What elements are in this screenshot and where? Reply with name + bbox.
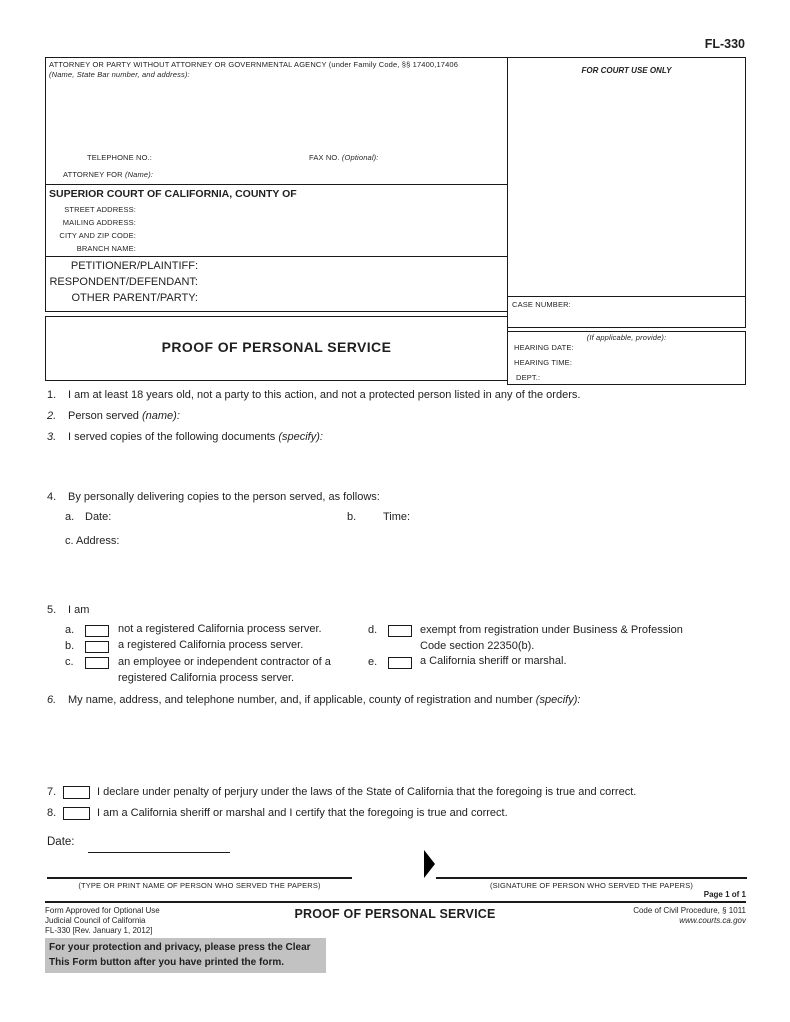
signature-pointer-icon	[424, 850, 436, 878]
signature-line[interactable]	[436, 877, 747, 879]
privacy-notice-line2: This Form button after you have printed the form.	[49, 957, 285, 968]
respondent-label: RESPONDENT/DEFENDANT:	[49, 276, 198, 288]
fax-label	[309, 153, 379, 162]
item4c-address-label: c. Address:	[65, 535, 120, 547]
form-number: FL-330	[704, 37, 745, 51]
footer-form-title: PROOF OF PERSONAL SERVICE	[294, 907, 496, 921]
item5d-line1: exempt from registration under Business & Profession	[420, 624, 683, 636]
item5e-label: a California sheriff or marshal.	[420, 655, 567, 667]
court-use-only-label: FOR COURT USE ONLY	[581, 66, 672, 75]
item5a-letter: a.	[65, 624, 75, 636]
item5a-label: not a registered California process server.	[118, 623, 322, 635]
superior-court-title: SUPERIOR COURT OF CALIFORNIA, COUNTY OF	[49, 188, 297, 200]
item2-text-italic: (name):	[142, 410, 180, 422]
attorney-box-label: ATTORNEY OR PARTY WITHOUT ATTORNEY OR GOVERNMENTAL AGENCY (under Family Code, §§ 17400,17406	[49, 60, 459, 69]
hearing-time-label: HEARING TIME:	[514, 358, 573, 367]
petitioner-label: PETITIONER/PLAINTIFF:	[70, 260, 198, 272]
street-address-label: STREET ADDRESS:	[64, 205, 136, 214]
checkbox-5e[interactable]	[388, 657, 412, 669]
date-field-line[interactable]	[88, 852, 230, 853]
item4-text: By personally delivering copies to the person served, as follows:	[68, 491, 380, 503]
item6-text	[68, 694, 748, 706]
branch-name-label: BRANCH NAME:	[76, 244, 136, 253]
item7-number: 7.	[47, 786, 57, 798]
item4b-time-label: Time:	[383, 511, 411, 523]
item3-text-italic: (specify):	[278, 431, 323, 443]
item5c-line2: registered California process server.	[118, 671, 295, 684]
footer-approved-line2: Judicial Council of California	[45, 916, 146, 925]
item5c-line1: an employee or independent contractor of a	[118, 656, 331, 668]
footer-code-line: Code of Civil Procedure, § 1011	[633, 906, 746, 915]
form-title-box	[45, 316, 508, 381]
item4b-letter: b.	[347, 511, 357, 523]
superior-court-box[interactable]	[45, 184, 508, 257]
item5c-letter: c.	[65, 656, 74, 668]
item1-text: I am at least 18 years old, not a party to this action, and not a protected person listed in any of the orders.	[68, 389, 581, 401]
checkbox-5b[interactable]	[85, 641, 109, 653]
item3-text-main: I served copies of the following documents	[68, 431, 276, 443]
privacy-notice	[45, 938, 326, 973]
if-applicable-label: (If applicable, provide):	[586, 333, 667, 342]
item5b-letter: b.	[65, 640, 75, 652]
date-label: Date:	[47, 836, 75, 848]
footer-approved-line3: FL-330 [Rev. January 1, 2012]	[45, 926, 153, 935]
item5d-letter: d.	[368, 624, 378, 636]
checkbox-8[interactable]	[63, 807, 90, 820]
footer-approved-line1: Form Approved for Optional Use	[45, 906, 160, 915]
item8-text: I am a California sheriff or marshal and I certify that the foregoing is true and correct.	[97, 807, 508, 819]
attorney-for-text: ATTORNEY FOR	[63, 170, 123, 179]
city-zip-label: CITY AND ZIP CODE:	[59, 231, 136, 240]
item5-number: 5.	[47, 604, 57, 616]
footer-approval-block	[45, 906, 160, 936]
printed-name-caption: (TYPE OR PRINT NAME OF PERSON WHO SERVED THE PAPERS)	[78, 881, 321, 890]
item3-number: 3.	[47, 431, 57, 443]
item5d-label	[420, 623, 683, 654]
item6-text-italic: (specify):	[535, 694, 581, 706]
footer-code-block	[545, 906, 746, 926]
item3-text	[68, 431, 323, 443]
item6-number: 6.	[47, 694, 57, 706]
attorney-info-box[interactable]	[45, 57, 508, 185]
checkbox-7[interactable]	[63, 786, 90, 799]
attorney-box-sublabel: (Name, State Bar number, and address):	[49, 70, 190, 79]
item5c-label	[118, 655, 331, 686]
item4a-date-label: Date:	[85, 511, 112, 523]
fax-label-text: FAX NO.	[309, 153, 340, 162]
fax-optional-text: (Optional):	[341, 153, 379, 162]
item6-text-main: My name, address, and telephone number, and, if applicable, county of registration and number	[68, 694, 533, 706]
signature-caption: (SIGNATURE OF PERSON WHO SERVED THE PAPERS)	[489, 881, 693, 890]
parties-box[interactable]	[45, 256, 508, 312]
item5d-line2: Code section 22350(b).	[420, 639, 535, 652]
item1-number: 1.	[47, 389, 57, 401]
item4a-letter: a.	[65, 511, 75, 523]
checkbox-5d[interactable]	[388, 625, 412, 637]
item5e-letter: e.	[368, 656, 378, 668]
mailing-address-label: MAILING ADDRESS:	[62, 218, 136, 227]
item2-text-main: Person served	[68, 410, 139, 422]
dept-label: DEPT.:	[516, 373, 541, 382]
item2-number: 2.	[47, 410, 57, 422]
hearing-info-box[interactable]	[507, 331, 746, 385]
item8-number: 8.	[47, 807, 57, 819]
other-parent-label: OTHER PARENT/PARTY:	[71, 292, 198, 304]
attorney-for-name-text: (Name):	[124, 170, 154, 179]
court-use-only-box	[507, 57, 746, 297]
telephone-label: TELEPHONE NO.:	[87, 153, 153, 162]
item4-number: 4.	[47, 491, 57, 503]
attorney-for-label	[63, 170, 153, 179]
footer-website: www.courts.ca.gov	[679, 916, 746, 925]
item5-text: I am	[68, 604, 90, 616]
checkbox-5c[interactable]	[85, 657, 109, 669]
printed-name-line[interactable]	[47, 877, 352, 879]
item7-text: I declare under penalty of perjury under the laws of the State of California that the foregoing is true and correct.	[97, 786, 637, 798]
form-title: PROOF OF PERSONAL SERVICE	[161, 339, 392, 355]
case-number-box[interactable]	[507, 296, 746, 328]
footer-divider	[45, 901, 746, 903]
hearing-date-label: HEARING DATE:	[514, 343, 574, 352]
item5b-label: a registered California process server.	[118, 639, 304, 651]
checkbox-5a[interactable]	[85, 625, 109, 637]
item2-text	[68, 410, 180, 422]
page-number-label: Page 1 of 1	[703, 890, 746, 899]
case-number-label: CASE NUMBER:	[512, 300, 571, 309]
privacy-notice-line1: For your protection and privacy, please press the Clear	[49, 942, 311, 953]
